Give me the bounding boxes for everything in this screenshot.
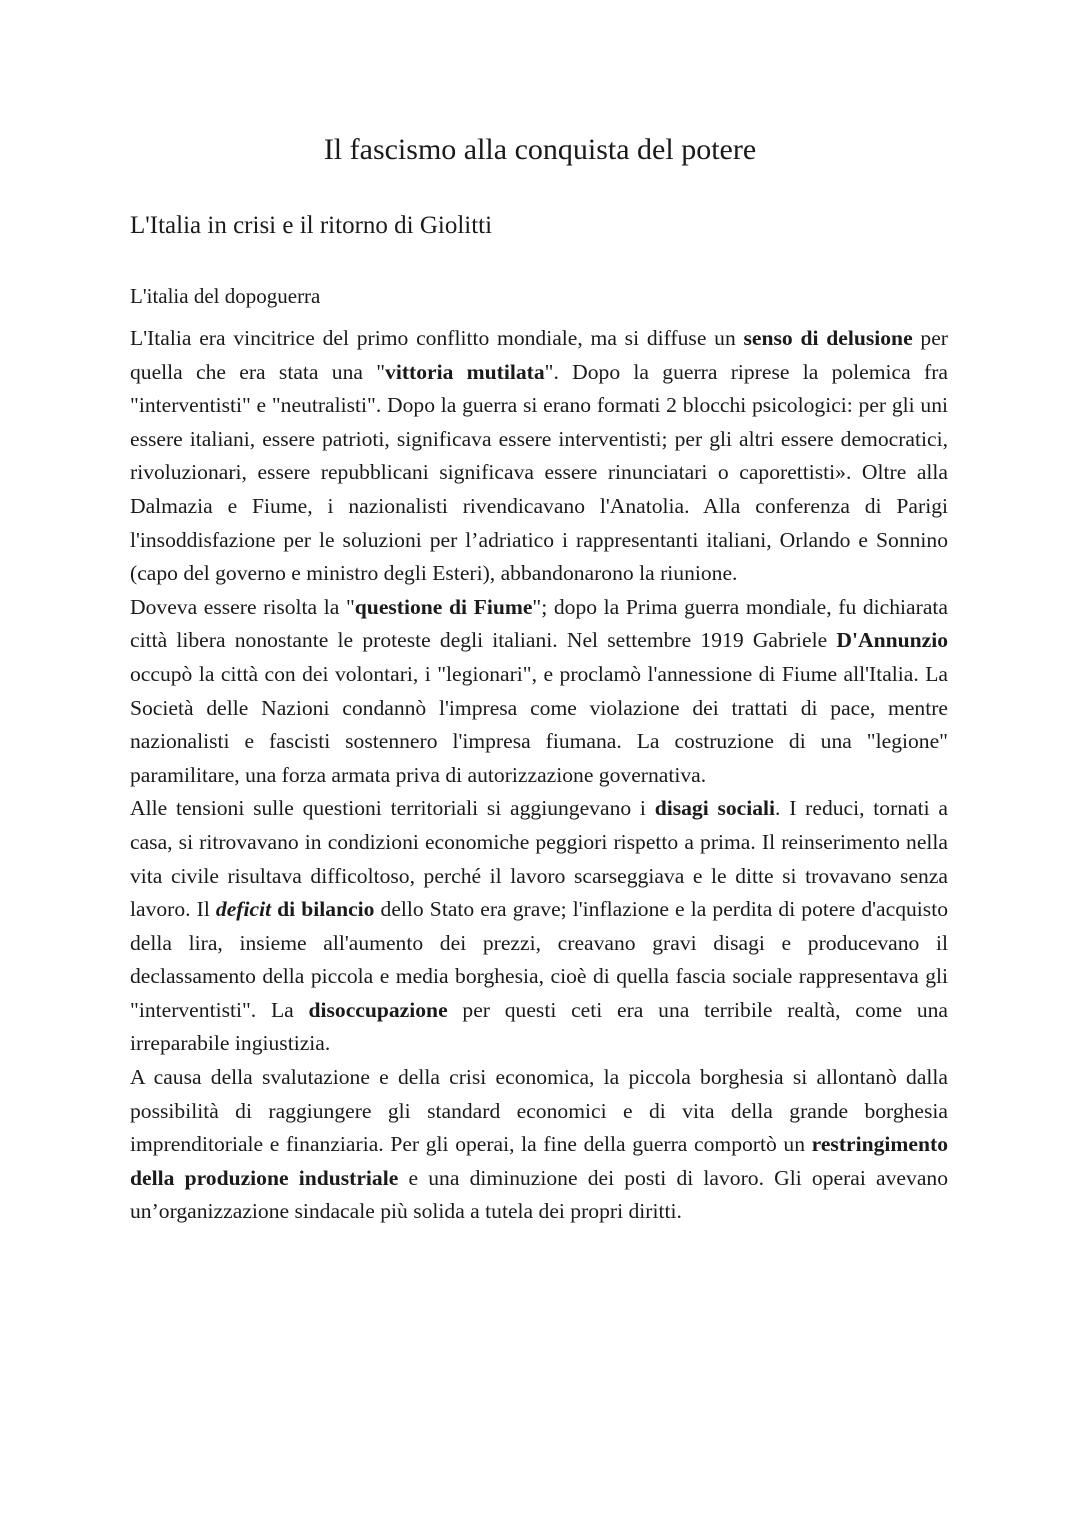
body-paragraph — [130, 1061, 948, 1229]
body-text: per questi ceti era una terribile realtà, come una irreparabile ingiustizia. — [130, 997, 948, 1056]
body-text: "; dopo la Prima guerra mondiale, fu dichiarata città libera nonostante le proteste degli italiani. Nel settembre 1919 Gabriele — [130, 594, 948, 653]
emphasized-text: deficit — [215, 897, 272, 922]
body-paragraph — [130, 322, 948, 591]
body-text: L'Italia era vincitrice del primo conflitto mondiale, ma si diffuse un — [130, 326, 744, 350]
body-text: Alle tensioni sulle questioni territoriali si aggiungevano i — [130, 796, 655, 821]
emphasized-text: senso di delusione — [743, 326, 913, 350]
body-text: A causa della svalutazione e della crisi economica, la piccola borghesia si allontanò dalla possibilità di raggiungere gli standard economici e di vita della grande borghesia imprenditoriale e finanziaria. Per gli operai, la fine della guerra comportò un — [130, 1065, 948, 1157]
body-text: Doveva essere risolta la " — [130, 594, 355, 619]
body-text: dello Stato era grave; l'inflazione e la perdita di potere d'acquisto della lira, insieme all'aumento dei prezzi, creavano gravi disagi e producevano il declassamento della piccola e media borghesia, cioè di quella fascia sociale rappresentava gli "interventisti". La — [130, 897, 948, 1022]
emphasized-text: restringimento della produzione industriale — [130, 1132, 948, 1190]
body-text: e una diminuzione dei posti di lavoro. Gli operai avevano un’organizzazione sindacale più solida a tutela dei propri diritti. — [130, 1165, 948, 1224]
sub-heading: L'italia del dopoguerra — [130, 284, 321, 308]
document-body — [130, 322, 948, 1229]
section-heading: L'Italia in crisi e il ritorno di Giolitti — [130, 212, 493, 239]
body-text: ". Dopo la guerra riprese la polemica fra "interventisti" e "neutralisti". Dopo la guerra si erano formati 2 blocchi psicologici: per gli uni essere italiani, essere patrioti, significava essere interventisti; per gli altri essere democratici, rivoluzionari, essere repubblicani significava essere rinunciatari o caporettisti». Oltre alla Dalmazia e Fiume, i nazionalisti rivendicavano l'Anatolia. Alla conferenza di Parigi l'insoddisfazione per le soluzioni per l’adriatico i rappresentanti italiani, Orlando e Sonnino (capo del governo e ministro degli Esteri), abbandonarono la riunione. — [130, 359, 948, 586]
emphasized-text: disagi sociali — [654, 796, 776, 821]
emphasized-text: questione di Fiume — [354, 594, 533, 619]
body-text: occupò la città con dei volontari, i "legionari", e proclamò l'annessione di Fiume all'Italia. La Società delle Nazioni condannò l'impresa come violazione dei trattati di pace, mentre nazionalisti e fascisti sostennero l'impresa fiumana. La costruzione di una "legione" paramilitare, una forza armata priva di autorizzazione governativa. — [130, 661, 948, 787]
body-text: . I reduci, tornati a casa, si ritrovavano in condizioni economiche peggiori rispetto a prima. Il reinserimento nella vita civile risultava difficoltoso, perché il lavoro scarseggiava e le ditte si trovavano senza lavoro. Il — [130, 796, 948, 922]
emphasized-text: disoccupazione — [308, 997, 448, 1022]
emphasized-text: di bilancio — [277, 897, 375, 922]
body-paragraph — [130, 591, 948, 793]
emphasized-text: vittoria mutilata — [385, 359, 545, 384]
body-paragraph — [130, 792, 948, 1061]
document-title: Il fascismo alla conquista del potere — [323, 133, 757, 166]
body-text: per quella che era stata una " — [130, 326, 948, 384]
emphasized-text: D'Annunzio — [836, 628, 948, 653]
